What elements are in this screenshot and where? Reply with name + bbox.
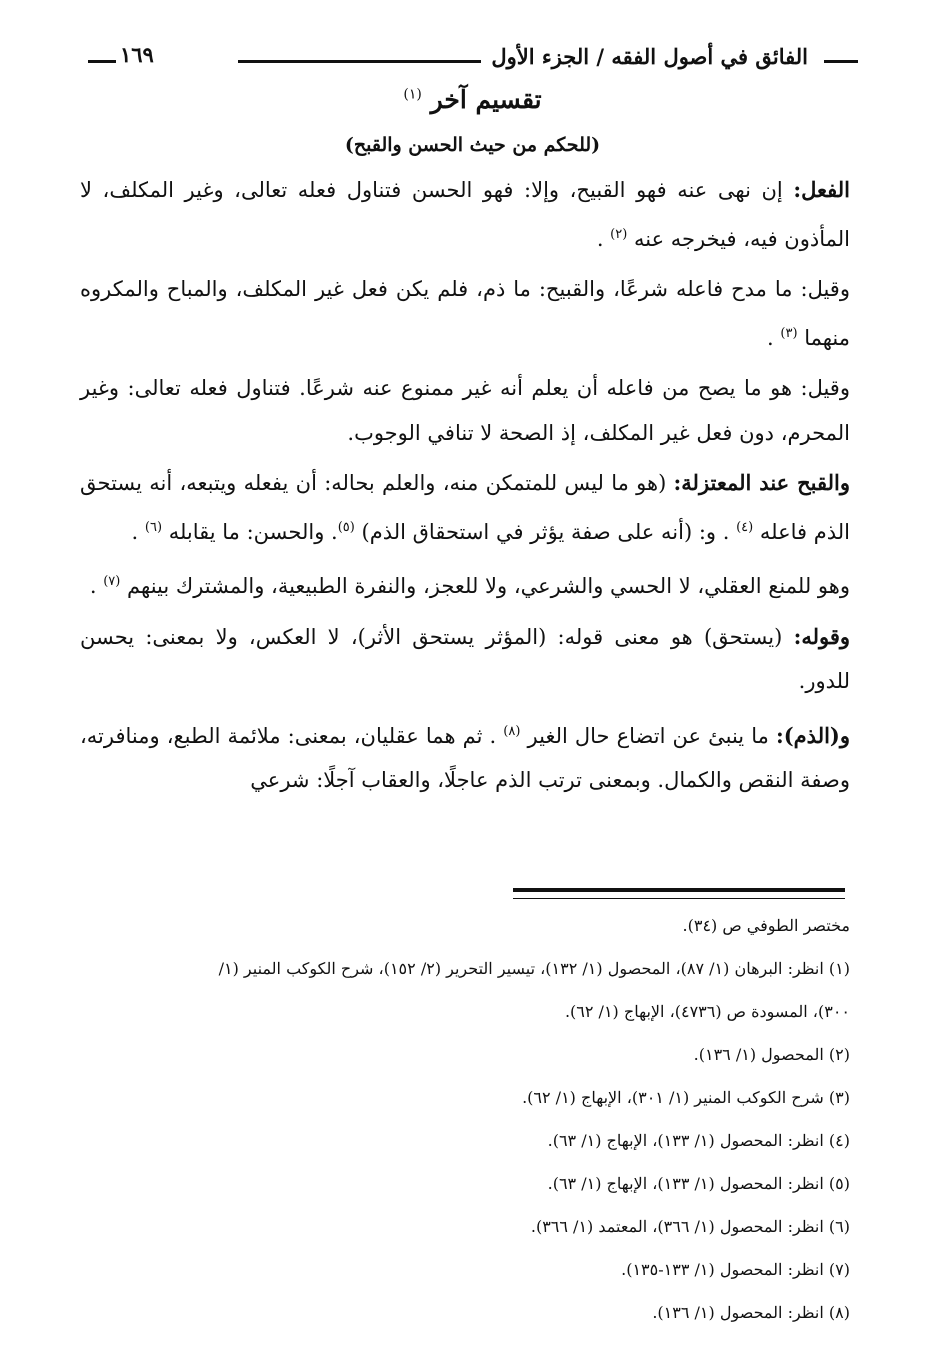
footnote-divider xyxy=(513,888,845,892)
footnote-ref: (٥) xyxy=(337,519,355,535)
section-heading-text: تقسيم آخر xyxy=(430,85,542,114)
main-text xyxy=(80,168,850,809)
footnote-ref: (٨) xyxy=(503,723,521,739)
paragraph-4 xyxy=(80,461,850,554)
footnote-4: (٤) انظر: المحصول (١/ ١٣٣)، الإبهاج (١/ ٦٣). xyxy=(547,1131,850,1150)
footnotes xyxy=(80,904,850,1334)
paragraph-text: وقيل: هو ما يصح من فاعله أن يعلم أنه غير ممنوع عنه شرعًا. فتناول فعله تعالى: وغير المحرم، دون فعل غير المكلف، إذ الصحة لا تنافي الوجوب. xyxy=(80,376,850,445)
footnote-1: (١) انظر: البرهان (١/ ٨٧)، المحصول (١/ ١٣٢)، تيسير التحرير (٢/ ١٥٢)، شرح الكوكب المنير (١/ xyxy=(218,959,850,978)
term: الفعل: xyxy=(793,177,850,202)
header-title: الفائق في أصول الفقه / الجزء الأول xyxy=(481,44,818,69)
paragraph-text: . ثم هما عقليان، بمعنى: ملائمة الطبع، ومنافرته، وصفة النقص والكمال. وبمعنى ترتب الذم عاجلًا، والعقاب آجلًا: شرعي xyxy=(80,723,850,792)
running-header xyxy=(88,38,858,78)
footnote-5: (٥) انظر: المحصول (١/ ١٣٣)، الإبهاج (١/ ٦٣). xyxy=(547,1174,850,1193)
paragraph-2 xyxy=(80,267,850,360)
footnote-ref: (٧) xyxy=(103,574,121,589)
footnote-ref: (٢) xyxy=(610,226,628,242)
paragraph-3 xyxy=(80,366,850,455)
paragraph-text: وهو للمنع العقلي، لا الحسي والشرعي، ولا للعجز، والنفرة الطبيعية، والمشترك بينهم xyxy=(120,574,850,598)
paragraph-end: . xyxy=(131,519,145,544)
footnote-3: (٣) شرح الكوكب المنير (١/ ٣٠١)، الإبهاج (١/ ٦٢). xyxy=(522,1088,850,1107)
paragraph-6 xyxy=(80,615,850,704)
footnote-2: (٢) المحصول (١/ ١٣٦). xyxy=(693,1045,850,1064)
header-rule-left xyxy=(88,60,118,63)
paragraph-text: وقيل: ما مدح فاعله شرعًا، والقبيح: ما ذم، فلم يكن فعل غير المكلف، والمباح والمكروه منهما xyxy=(80,277,850,350)
footnote-ref: (٤) xyxy=(736,519,754,535)
paragraph-text: (يستحق) هو معنى قوله: (المؤثر يستحق الأثر)، لا العكس، ولا بمعنى: يحسن للدور. xyxy=(80,624,850,693)
paragraph-end: . xyxy=(596,226,611,251)
footnote-1-continued: ٣٠٠)، المسودة ص (٤٧٣٦)، الإبهاج (١/ ٦٢). xyxy=(564,1002,850,1021)
term: و(الذم): xyxy=(775,722,851,748)
footnote-7: (٧) انظر: المحصول (١/ ١٣٣-١٣٥). xyxy=(621,1260,850,1279)
paragraph-7 xyxy=(80,710,850,803)
footnote-ref: (٦) xyxy=(144,519,163,535)
footnote-ref: (١) xyxy=(403,86,422,103)
footnote-carryover: مختصر الطوفي ص (٣٤). xyxy=(682,916,850,935)
paragraph-text: إن نهى عنه فهو القبيح، وإلا: فهو الحسن فتناول فعله تعالى، وغير المكلف، لا المأذون فيه، فيخرجه عنه xyxy=(80,178,850,251)
paragraph-text: (هو ما ليس للمتمكن منه، والعلم بحاله: أن يفعله ويتبعه، أنه يستحق الذم فاعله xyxy=(80,471,850,544)
header-rule-right xyxy=(824,60,858,63)
paragraph-1 xyxy=(80,168,850,261)
section-heading xyxy=(0,85,945,114)
footnote-6: (٦) انظر: المحصول (١/ ٣٦٦)، المعتمد (١/ ٣٦٦). xyxy=(530,1217,850,1236)
term: والقبح عند المعتزلة: xyxy=(673,470,850,495)
section-subheading: (للحكم من حيث الحسن والقبح) xyxy=(344,134,601,156)
footnote-ref: (٣) xyxy=(780,325,798,341)
paragraph-end: . xyxy=(767,325,781,350)
paragraph-text: . والحسن: ما يقابله xyxy=(162,519,338,544)
page-number: ١٦٩ xyxy=(116,42,158,67)
paragraph-text: ما ينبئ عن اتضاع حال الغير xyxy=(520,723,776,748)
paragraph-text: . و: (أنه على صفة يؤثر في استحقاق الذم) xyxy=(354,519,737,544)
term: وقوله: xyxy=(793,623,850,649)
footnote-divider-thin xyxy=(513,898,845,899)
paragraph-5 xyxy=(80,560,850,609)
footnote-8: (٨) انظر: المحصول (١/ ١٣٦). xyxy=(652,1303,850,1322)
paragraph-end: . xyxy=(89,574,104,598)
